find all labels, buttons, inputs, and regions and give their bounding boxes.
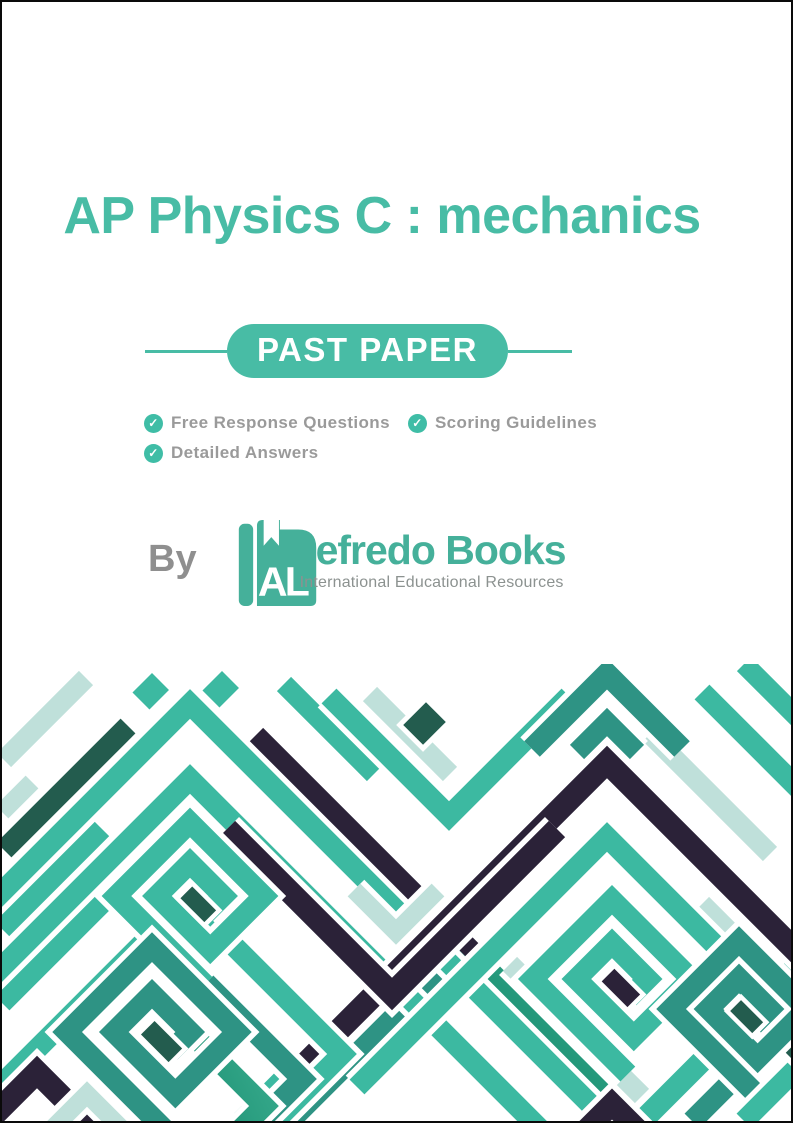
pattern-motif [132, 673, 168, 709]
book-icon [235, 514, 321, 610]
badge-left-rule [145, 350, 227, 353]
feature-label: Free Response Questions [171, 413, 390, 432]
check-circle-icon [144, 414, 163, 433]
check-circle-icon [408, 414, 427, 433]
pattern-motif [403, 702, 446, 745]
pattern-motif [202, 671, 238, 707]
geometric-pattern [2, 664, 791, 1121]
by-label: By [148, 538, 197, 580]
geometric-pattern-svg [2, 664, 791, 1121]
alefredo-books-logo [235, 514, 566, 610]
feature-label: Detailed Answers [171, 443, 319, 462]
feature-free-response [144, 413, 390, 433]
logo-text [299, 514, 566, 592]
feature-detailed-answers [144, 443, 319, 463]
page-title: AP Physics C : mechanics [63, 187, 701, 245]
past-paper-badge: PAST PAPER [227, 324, 508, 378]
publisher-row [148, 514, 566, 610]
logo-name: efredo Books [315, 527, 566, 573]
logo-monogram: AL [257, 558, 307, 605]
pattern-motif [4, 678, 86, 760]
feature-scoring-guidelines [408, 413, 597, 433]
badge-right-rule [508, 350, 572, 353]
feature-label: Scoring Guidelines [434, 413, 598, 432]
features-list [144, 413, 674, 463]
check-circle-icon [144, 444, 163, 463]
past-paper-badge-row [145, 324, 572, 378]
logo-tagline: International Educational Resources [299, 574, 564, 591]
